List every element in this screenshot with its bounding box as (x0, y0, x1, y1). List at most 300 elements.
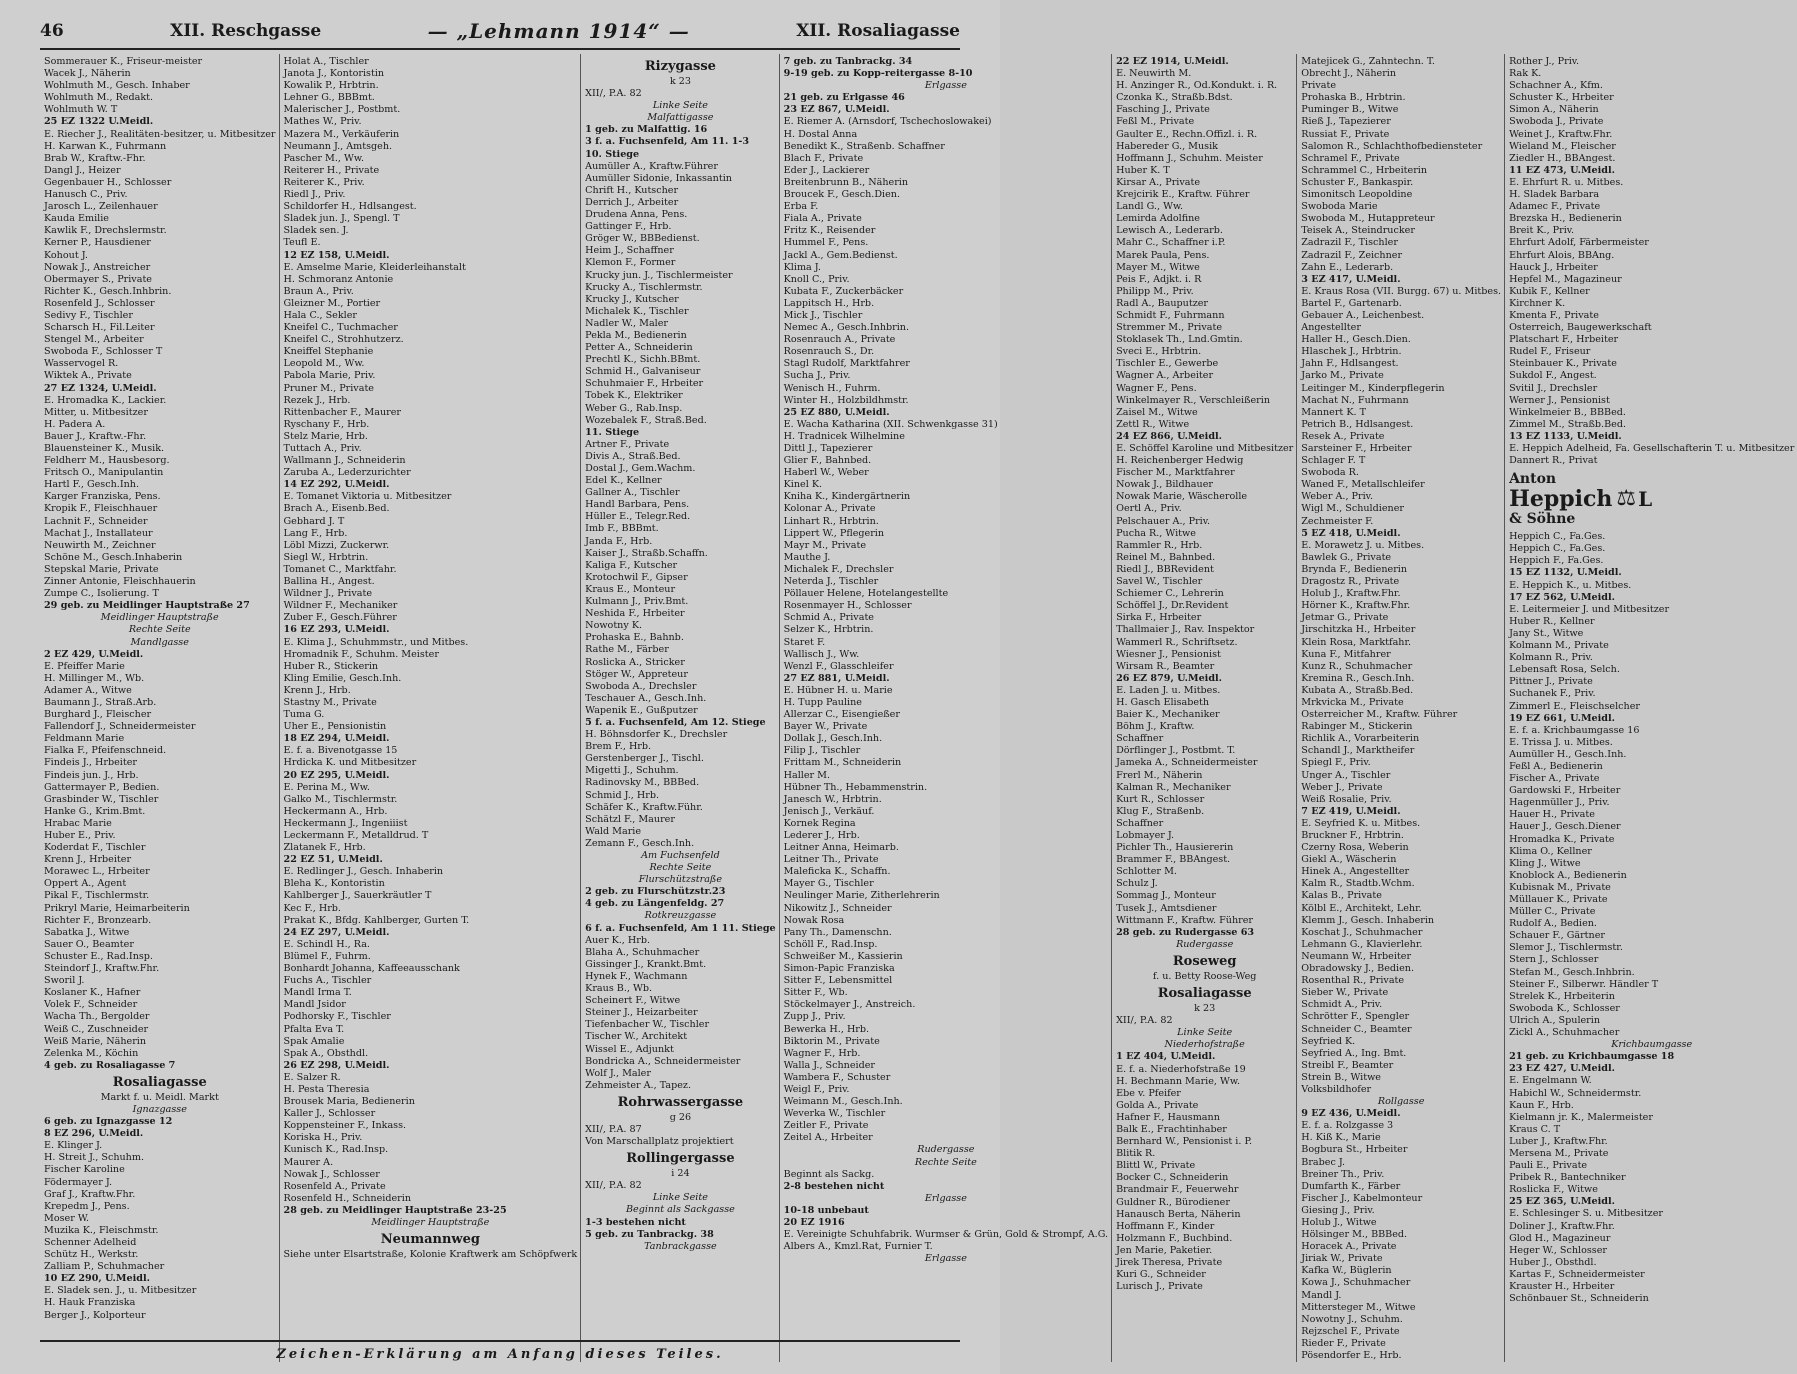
resident-entry: E. Riecher J., Realitäten-besitzer, u. Mitbesitzer (44, 128, 276, 140)
resident-entry: Nowak J., Bildhauer (1116, 479, 1213, 491)
resident-entry: E. Sladek sen. J., u. Mitbesitzer (44, 1285, 197, 1297)
resident-entry: Schöne M., Gesch.Inhaberin (44, 551, 183, 563)
resident-entry: E. Engelmann W. (1509, 1075, 1592, 1087)
resident-entry: Beginnt als Sackg. (783, 1168, 875, 1180)
resident-entry: Krucky A., Tischlermstr. (585, 281, 703, 293)
house-entry: 4 geb. zu Rosaliagasse 7 (44, 1059, 176, 1071)
resident-entry: Zemann F., Gesch.Inh. (585, 837, 695, 849)
resident-entry: Matejicek G., Zahntechn. T. (1301, 56, 1435, 67)
house-entry: 25 EZ 1322 U.Meidl. (44, 116, 154, 128)
resident-entry: Huber E., Priv. (44, 830, 116, 841)
resident-entry: Puminger B., Witwe (1301, 104, 1399, 116)
resident-entry: Wapenik E., Gußputzer (585, 704, 698, 716)
resident-entry: Sieber W., Private (1301, 987, 1389, 999)
resident-entry: Sirka F., Hrbeiter (1116, 612, 1202, 624)
resident-entry: Kraus C. T (1509, 1123, 1561, 1135)
resident-entry: Findeis jun. J., Hrb. (44, 769, 139, 781)
resident-entry: Kaller J., Schlosser (283, 1108, 376, 1120)
section-label: Linke Seite (652, 100, 708, 112)
resident-entry: Mayer M., Witwe (1116, 261, 1200, 273)
resident-entry: Steiner J., Heizarbeiter (585, 1007, 698, 1019)
resident-entry: Pribek R., Bantechniker (1509, 1172, 1626, 1184)
resident-entry: Kuri G., Schneider (1116, 1269, 1206, 1281)
resident-entry: Gegenbauer H., Schlosser (44, 176, 172, 188)
house-entry: 1 geb. zu Malfattig. 16 (585, 124, 708, 136)
resident-entry: Fritsch O., Manipulantin (44, 467, 164, 479)
resident-entry: i 24 (671, 1168, 690, 1180)
section-label: Ignazgasse (132, 1103, 187, 1115)
resident-entry: Jirschitzka H., Hrbeiter (1301, 624, 1416, 636)
resident-entry: Wacek J., Näherin (44, 68, 131, 80)
resident-entry: Feßl A., Bedienerin (1509, 760, 1603, 772)
resident-entry: Wohlmuth M., Redakt. (44, 92, 154, 104)
house-entry: 1 EZ 404, U.Meidl. (1116, 1051, 1216, 1063)
resident-entry: Nikowitz J., Schneider (783, 902, 892, 914)
resident-entry: Rathe M., Färber (585, 644, 669, 656)
resident-entry: Klemon F., Former (585, 257, 676, 269)
resident-entry: Tuma G. (283, 709, 325, 721)
house-entry: 7 EZ 419, U.Meidl. (1301, 805, 1401, 817)
resident-entry: Suchanek F., Priv. (1509, 688, 1596, 700)
resident-entry: Pittner J., Private (1509, 676, 1593, 688)
resident-entry: Hrabac Marie (44, 817, 112, 829)
resident-entry: Holub J., Kraftw.Fhr. (1301, 588, 1401, 600)
resident-entry: Blaha A., Schuhmacher (585, 946, 700, 958)
resident-entry: Schenner Adelheid (44, 1237, 137, 1248)
resident-entry: Dittl J., Tapezierer (783, 443, 873, 454)
resident-entry: Wohlmuth W. T (44, 104, 118, 116)
resident-entry: Hauer J., Gesch.Diener (1509, 821, 1621, 833)
house-entry: 26 EZ 879, U.Meidl. (1116, 672, 1223, 684)
resident-entry: Koppensteiner F., Inkass. (283, 1120, 407, 1132)
resident-entry: Angestellter (1301, 322, 1361, 334)
resident-entry: Zinner Antonie, Fleischhauerin (44, 576, 196, 588)
resident-entry: Schlager F. T (1301, 455, 1366, 467)
resident-entry: Bruckner F., Hrbtrin. (1301, 830, 1404, 841)
house-entry: 4 geb. zu Längenfeldg. 27 (585, 898, 725, 910)
resident-entry: Schätzl F., Maurer (585, 813, 675, 825)
resident-entry: Kalman R., Mechaniker (1116, 781, 1231, 793)
resident-entry: Hoffmann F., Kinder (1116, 1220, 1215, 1232)
resident-entry: Steindorf J., Kraftw.Fhr. (44, 963, 160, 975)
resident-entry: Kartas F., Schneidermeister (1509, 1268, 1645, 1280)
resident-entry: Sauer O., Beamter (44, 938, 134, 950)
resident-entry: Schrammel C., Hrbeiterin (1301, 164, 1428, 176)
resident-entry: Zimmerl E., Fleischselcher (1509, 700, 1640, 712)
resident-entry: Kuna F., Mitfahrer (1301, 648, 1391, 660)
resident-entry: Schandl J., Marktheifer (1301, 745, 1415, 757)
house-entry: 8 EZ 296, U.Meidl. (44, 1128, 144, 1140)
resident-entry: Wacha Th., Bergolder (44, 1011, 150, 1023)
resident-entry: Baier K., Mechaniker (1116, 709, 1220, 721)
resident-entry: Brab W., Kraftw.-Fhr. (44, 152, 146, 164)
resident-entry: Pöllauer Helene, Hotelangestellte (783, 588, 949, 600)
resident-entry: Wirsam R., Beamter (1116, 660, 1215, 672)
resident-entry: Kubata A., Straßb.Bed. (1301, 684, 1414, 696)
resident-entry: H. Millinger M., Wb. (44, 672, 145, 684)
section-label: Rechte Seite (649, 862, 712, 874)
resident-entry: Blitik R. (1116, 1148, 1156, 1160)
resident-entry: Erba F. (783, 201, 819, 213)
resident-entry: Neshida F., Hrbeiter (585, 608, 685, 620)
resident-entry: Kalm R., Stadtb.Wchm. (1301, 878, 1415, 890)
resident-entry: Kahlberger J., Sauerkräutler T (283, 890, 432, 902)
resident-entry: Giesing J., Priv. (1301, 1204, 1375, 1216)
resident-entry: Swoboda F., Schlosser T (44, 346, 163, 358)
resident-entry: Wissel E., Adjunkt (585, 1043, 674, 1055)
resident-entry: Wagner A., Arbeiter (1116, 370, 1214, 382)
resident-entry: Drudena Anna, Pens. (585, 209, 688, 221)
column-4 (779, 54, 1111, 1362)
resident-entry: Sommag J., Monteur (1116, 890, 1216, 902)
house-entry: 9 EZ 436, U.Meidl. (1301, 1108, 1401, 1120)
resident-entry: Lemirda Adolfine (1116, 213, 1200, 225)
resident-entry: Schuster K., Hrbeiter (1509, 92, 1614, 104)
resident-entry: Doliner J., Kraftw.Fhr. (1509, 1220, 1615, 1232)
section-label: Erlgasse (924, 1192, 967, 1204)
resident-entry: Broucek F., Gesch.Dien. (783, 189, 900, 201)
resident-entry: Lehner G., BBBmt. (283, 92, 375, 104)
resident-entry: Kropik F., Fleischhauer (44, 503, 158, 515)
resident-entry: Lippert W., Pflegerin (783, 527, 885, 539)
resident-entry: E. Tomanet Viktoria u. Mitbesitzer (283, 491, 452, 503)
resident-entry: Hrdicka K. und Mitbesitzer (283, 757, 417, 769)
resident-entry: Nadler W., Maler (585, 317, 669, 329)
resident-entry: Von Marschallplatz projektiert (585, 1136, 734, 1148)
resident-entry: Pruner M., Private (283, 382, 374, 394)
resident-entry: Jameka A., Schneidermeister (1116, 757, 1258, 769)
resident-entry: Wallisch J., Ww. (783, 648, 860, 660)
resident-entry: E. Pfeiffer Marie (44, 660, 125, 672)
resident-entry: Kubisnak M., Private (1509, 881, 1611, 893)
resident-entry: Hauer H., Private (1509, 809, 1595, 821)
resident-entry: Bondricka A., Schneidermeister (585, 1055, 741, 1067)
resident-entry: Waned F., Metallschleifer (1301, 479, 1425, 491)
resident-entry: Wieland M., Fleischer (1509, 140, 1616, 152)
house-entry: 22 EZ 1914, U.Meidl. (1116, 56, 1229, 67)
resident-entry: Luber J., Kraftw.Fhr. (1509, 1135, 1608, 1147)
resident-entry: H. Hauk Franziska (44, 1297, 136, 1309)
resident-entry: Richlik A., Vorarbeiterin (1301, 733, 1420, 745)
resident-entry: Lehmann G., Klavierlehr. (1301, 938, 1423, 950)
resident-entry: Bleha K., Kontoristin (283, 878, 385, 890)
resident-entry: Swoboda M., Hutappreteur (1301, 213, 1435, 225)
resident-entry: Werner J., Pensionist (1509, 394, 1610, 406)
resident-entry: Dollak J., Gesch.Inh. (783, 733, 883, 745)
resident-entry: Schütz H., Werkstr. (44, 1249, 139, 1261)
resident-entry: Heckermann A., Hrb. (283, 805, 388, 817)
resident-entry: Wald Marie (585, 825, 642, 837)
house-entry: 27 EZ 1324, U.Meidl. (44, 382, 157, 394)
resident-entry: Stöckelmayer J., Anstreich. (783, 999, 916, 1011)
section-label: Mandlgasse (130, 636, 189, 648)
resident-entry: Stefan M., Gesch.Inhbrin. (1509, 966, 1635, 978)
resident-entry: Kraus B., Wb. (585, 983, 653, 995)
resident-entry: Lederer J., Hrb. (783, 830, 860, 841)
resident-entry: E. Heppich Adelheid, Fa. Gesellschafterin T. u. Mitbesitzer (1509, 443, 1795, 454)
resident-entry: Russiat F., Private (1301, 128, 1390, 140)
resident-entry: Kunz R., Schuhmacher (1301, 660, 1413, 672)
section-label: Rudergasse (1176, 938, 1234, 950)
resident-entry: Fallendorf J., Schneidermeister (44, 721, 196, 733)
resident-entry: Strein B., Witwe (1301, 1071, 1381, 1083)
resident-entry: Richter F., Bronzearb. (44, 914, 152, 926)
resident-entry: Hlaschek J., Hrbtrin. (1301, 346, 1402, 358)
section-label: Meidlinger Hauptstraße (371, 1217, 490, 1228)
resident-entry: XII/, P.A. 82 (1116, 1015, 1173, 1027)
resident-entry: Neumann W., Hrbeiter (1301, 950, 1412, 962)
resident-entry: Hartl F., Gesch.Inh. (44, 479, 140, 491)
resident-entry: Wammerl R., Schriftsetz. (1116, 636, 1238, 648)
resident-entry: Schmid H., Galvaniseur (585, 366, 701, 378)
resident-entry: E. Perina M., Ww. (283, 781, 370, 793)
resident-entry: Heppich C., Fa.Ges. (1509, 543, 1606, 555)
resident-entry: Hagenmüller J., Priv. (1509, 797, 1610, 809)
resident-entry: E. Morawetz J. u. Mitbes. (1301, 539, 1425, 551)
resident-entry: Schmidt A., Priv. (1301, 999, 1383, 1011)
resident-entry: Schachner A., Kfm. (1509, 80, 1603, 92)
resident-entry: Bewerka H., Hrb. (783, 1023, 870, 1035)
resident-entry: Kawlik F., Drechslermstr. (44, 225, 167, 237)
resident-entry: Peis F., Adjkt. i. R (1116, 273, 1202, 285)
resident-entry: Kmenta F., Private (1509, 309, 1599, 321)
resident-entry: XII/, P.A. 87 (585, 1123, 642, 1135)
resident-entry: Heger W., Schlosser (1509, 1244, 1607, 1256)
section-label: Erlgasse (924, 80, 967, 92)
resident-entry: Kec F., Hrb. (283, 902, 341, 914)
resident-entry: H. Sladek Barbara (1509, 189, 1600, 201)
resident-entry: Breitenbrunn B., Näherin (783, 176, 909, 188)
resident-entry: Schildorfer H., Hdlsangest. (283, 201, 417, 213)
resident-entry: Kolmann R., Priv. (1509, 652, 1593, 664)
section-label: Am Fuchsenfeld (641, 850, 720, 861)
resident-entry: Hoffmann J., Schuhm. Meister (1116, 152, 1263, 164)
resident-entry: Pelschauer A., Priv. (1116, 515, 1211, 527)
resident-entry: Tischler E., Gewerbe (1116, 358, 1219, 370)
resident-entry: Malerischer J., Postbmt. (283, 104, 401, 116)
resident-entry: Ebe v. Pfeifer (1116, 1087, 1181, 1099)
resident-entry: E. Klinger J. (44, 1140, 103, 1152)
resident-entry: E. f. a. Rolzgasse 3 (1301, 1120, 1394, 1132)
resident-entry: Kunisch K., Rad.Insp. (283, 1144, 389, 1156)
resident-entry: Michalek F., Drechsler (783, 563, 894, 575)
resident-entry: Sukdol F., Angest. (1509, 370, 1597, 382)
resident-entry: Petrich B., Hdlsangest. (1301, 418, 1414, 430)
house-entry: 3 EZ 417, U.Meidl. (1301, 273, 1401, 285)
resident-entry: Weiß Marie, Näherin (44, 1035, 147, 1047)
resident-entry: Thallmaier J., Rav. Inspektor (1116, 624, 1255, 636)
resident-entry: Moser W. (44, 1212, 90, 1224)
resident-entry: Giekl A., Wäscherin (1301, 854, 1397, 866)
resident-entry: Derrich J., Arbeiter (585, 196, 679, 208)
street-heading: Rosaliagasse (112, 1074, 207, 1090)
resident-entry: Ulrich A., Spulerin (1509, 1014, 1601, 1026)
resident-entry: H. Schmoranz Antonie (283, 273, 394, 285)
resident-entry: Kohout J. (44, 249, 88, 261)
house-entry: 11 EZ 473, U.Meidl. (1509, 164, 1616, 176)
resident-entry: Wagner F., Pens. (1116, 382, 1197, 394)
resident-entry: Haller H., Gesch.Dien. (1301, 334, 1411, 346)
resident-entry: Hanusch C., Priv. (44, 189, 128, 201)
resident-entry: Nowak Marie, Wäscherolle (1116, 491, 1248, 503)
resident-entry: Frerl M., Näherin (1116, 769, 1203, 781)
resident-entry: Markt f. u. Meidl. Markt (100, 1091, 219, 1103)
resident-entry: H. Bechmann Marie, Ww. (1116, 1075, 1241, 1087)
resident-entry: Stastny M., Private (283, 696, 377, 708)
resident-entry: Weigl F., Priv. (783, 1083, 850, 1095)
resident-entry: Hafner F., Hausmann (1116, 1111, 1220, 1123)
resident-entry: Weber A., Priv. (1301, 491, 1373, 503)
resident-entry: Zimmel M., Straßb.Bed. (1509, 418, 1627, 430)
ad-surname: Heppich (1509, 486, 1613, 513)
resident-entry: Prohaska B., Hrbtrin. (1301, 92, 1406, 104)
resident-entry: E. Riemer A. (Arnsdorf, Tschechoslowakei) (783, 116, 992, 128)
resident-entry: Leckermann F., Metalldrud. T (283, 830, 429, 841)
resident-entry: k 23 (1194, 1003, 1216, 1015)
resident-entry: Swoboda R. (1301, 467, 1359, 479)
resident-entry: Albers A., Kmzl.Rat, Furnier T. (783, 1241, 933, 1253)
house-entry: 17 EZ 562, U.Meidl. (1509, 591, 1616, 603)
resident-entry: Janota J., Kontoristin (283, 68, 385, 80)
resident-entry: Brynda F., Bedienerin (1301, 563, 1408, 575)
resident-entry: Lebensaft Rosa, Selch. (1509, 664, 1620, 676)
resident-entry: Schönbauer St., Schneiderin (1509, 1293, 1649, 1305)
resident-entry: Holat A., Tischler (283, 56, 369, 67)
house-entry: 21 geb. zu Krichbaumgasse 18 (1509, 1051, 1675, 1063)
resident-entry: Obrecht J., Näherin (1301, 68, 1397, 80)
resident-entry: Sedivy F., Tischler (44, 309, 133, 321)
resident-entry: Kolmann M., Private (1509, 640, 1609, 652)
house-entry: 3 f. a. Fuchsenfeld, Am 11. 1-3 (585, 136, 750, 148)
resident-entry: Janda F., Hrb. (585, 535, 653, 547)
resident-entry: Wiktek A., Private (44, 370, 132, 382)
resident-entry: Kinel K. (783, 479, 823, 491)
resident-entry: Schramel F., Private (1301, 152, 1400, 164)
resident-entry: Schuhmaier F., Hrbeiter (585, 378, 704, 390)
resident-entry: Bawlek G., Private (1301, 551, 1392, 563)
resident-entry: Rosenfeld J., Schlosser (44, 297, 155, 309)
resident-entry: Heppich F., Fa.Ges. (1509, 555, 1604, 567)
resident-entry: Linhart R., Hrbtrin. (783, 515, 879, 527)
resident-entry: Pichler Th., Hausiererin (1116, 842, 1234, 854)
resident-entry: Wasservogel R. (44, 358, 119, 370)
resident-entry: H. Karwan K., Fuhrmann (44, 140, 167, 152)
resident-entry: Seyfried A., Ing. Bmt. (1301, 1047, 1407, 1059)
resident-entry: Landl G., Ww. (1116, 201, 1184, 213)
resident-entry: Habichl W., Schneidermstr. (1509, 1087, 1642, 1099)
resident-entry: Brem F., Hrb. (585, 741, 652, 753)
resident-entry: Volksbildhofer (1301, 1083, 1372, 1095)
resident-entry: Gerstenberger J., Tischl. (585, 753, 704, 765)
resident-entry: Kneifel C., Tuchmacher (283, 322, 398, 334)
resident-entry: Huber R., Stickerin (283, 660, 379, 672)
resident-entry: Philipp M., Priv. (1116, 285, 1194, 297)
resident-entry: E. f. a. Krichbaumgasse 16 (1509, 724, 1640, 736)
resident-entry: Weiß Rosalie, Priv. (1301, 793, 1392, 805)
section-label: Niederhofstraße (1164, 1039, 1245, 1051)
house-entry: 13 EZ 1133, U.Meidl. (1509, 430, 1622, 442)
resident-entry: Haller M. (783, 769, 831, 781)
resident-entry: Schulz J. (1116, 878, 1158, 890)
resident-entry: Mersena M., Private (1509, 1147, 1609, 1159)
house-entry: 25 EZ 365, U.Meidl. (1509, 1196, 1616, 1208)
resident-entry: Zettl R., Witwe (1116, 418, 1190, 430)
resident-entry: Mandl Jsidor (283, 999, 346, 1011)
resident-entry: Allerzar C., Eisengießer (783, 709, 900, 721)
resident-entry: Neuwirth M., Zeichner (44, 539, 156, 551)
resident-entry: Kornek Regina (783, 817, 856, 829)
resident-entry: Marek Paula, Pens. (1116, 249, 1210, 261)
resident-entry: Winter H., Holzbildhmstr. (783, 394, 909, 406)
resident-entry: Zechmeister F. (1301, 515, 1374, 527)
resident-entry: H. Padera A. (44, 418, 106, 430)
resident-entry: Strelek K., Hrbeiterin (1509, 990, 1615, 1002)
resident-entry: Kaun F., Hrb. (1509, 1099, 1574, 1111)
resident-entry: Gattinger F., Hrb. (585, 221, 672, 233)
resident-entry: Zelenka M., Köchin (44, 1047, 139, 1059)
section-label: Tanbrackgasse (644, 1240, 717, 1252)
resident-entry: Balk E., Frachtinhaber (1116, 1123, 1227, 1135)
header-left-street: XII. Reschgasse (170, 21, 322, 41)
house-entry: 24 EZ 297, U.Meidl. (283, 926, 390, 938)
ad-row (1509, 487, 1794, 511)
resident-entry: Resek A., Private (1301, 430, 1385, 442)
section-label: Linke Seite (1177, 1027, 1233, 1039)
resident-entry: Krejcirik E., Kraftw. Führer (1116, 189, 1250, 201)
resident-entry: Burghard J., Fleischer (44, 709, 152, 721)
scales-icon: ⚖ (1616, 486, 1637, 512)
resident-entry: Stoklasek Th., Lnd.Gmtin. (1116, 334, 1243, 346)
resident-entry: Bogbura St., Hrbeiter (1301, 1144, 1408, 1156)
resident-entry: H. Anzinger R., Od.Kondukt. i. R. (1116, 80, 1278, 92)
house-entry: 24 EZ 866, U.Meidl. (1116, 430, 1223, 442)
house-entry: 14 EZ 292, U.Meidl. (283, 479, 390, 491)
resident-entry: k 23 (669, 76, 691, 87)
resident-entry: Kurt R., Schlosser (1116, 793, 1205, 805)
resident-entry: E. f. a. Bivenotgasse 15 (283, 745, 398, 757)
resident-entry: Nemec A., Gesch.Inhbrin. (783, 322, 910, 334)
resident-entry: Mandl Irma T. (283, 987, 352, 999)
resident-entry: Grasbinder W., Tischler (44, 793, 159, 805)
resident-entry: Kalas B., Private (1301, 890, 1382, 902)
resident-entry: Heim J., Schaffner (585, 245, 674, 257)
house-entry: 23 EZ 427, U.Meidl. (1509, 1063, 1616, 1075)
resident-entry: Kraus E., Monteur (585, 583, 676, 595)
resident-entry: Dangl J., Heizer (44, 164, 121, 176)
resident-entry: Fischer A., Private (1509, 773, 1600, 785)
resident-entry: Kirsar A., Private (1116, 176, 1201, 188)
resident-entry: Gaulter E., Rechn.Offizl. i. R. (1116, 128, 1258, 140)
resident-entry: H. Dostal Anna (783, 128, 858, 140)
resident-entry: Fasching J., Private (1116, 104, 1210, 116)
house-entry: 20 EZ 1916 (783, 1217, 845, 1228)
resident-entry: Graf J., Kraftw.Fhr. (44, 1188, 136, 1200)
resident-entry: E. Hromadka K., Lackier. (44, 394, 167, 406)
resident-entry: Ryschany F., Hrb. (283, 418, 370, 430)
resident-entry: Maleficka K., Schaffn. (783, 866, 891, 878)
resident-entry: Steiner F., Silberwr. Händler T (1509, 978, 1659, 990)
house-entry: 27 EZ 881, U.Meidl. (783, 672, 890, 684)
resident-entry: Scheinert F., Witwe (585, 995, 681, 1007)
resident-entry: Jetmar G., Private (1301, 612, 1389, 624)
house-entry: 11. Stiege (585, 426, 640, 438)
resident-entry: Stöger W., Appreteur (585, 668, 688, 680)
house-entry: 12 EZ 158, U.Meidl. (283, 249, 390, 261)
resident-entry: Schmid J., Hrb. (585, 789, 660, 801)
resident-entry: Lappitsch H., Hrb. (783, 297, 875, 309)
resident-entry: Zehmeister A., Tapez. (585, 1079, 692, 1091)
resident-entry: Zlatanek F., Hrb. (283, 842, 366, 854)
